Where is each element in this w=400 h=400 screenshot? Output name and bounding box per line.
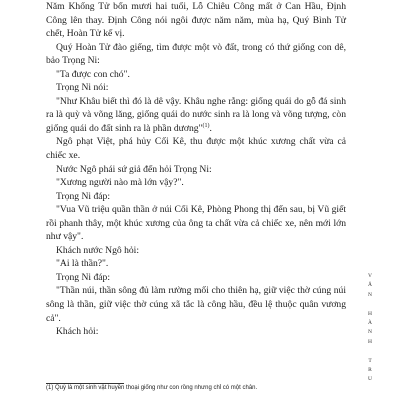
paragraph: Khách hỏi:: [56, 326, 99, 338]
side-title-letter: À: [368, 319, 372, 326]
side-title-letter: N: [368, 291, 372, 298]
paragraph: Ngô phạt Việt, phá hủy Cối Kê, thu được một khúc xương chất vừa cả chiếc xe.: [46, 136, 346, 162]
body-text: [46, 0, 346, 339]
paragraph: [46, 95, 346, 136]
side-title-letter: V: [368, 273, 372, 279]
side-title-letter: U: [368, 376, 372, 383]
side-title-letter: R: [368, 366, 372, 373]
side-title-letter: H: [368, 338, 372, 345]
side-running-title: [365, 274, 375, 387]
paragraph: Quý Hoàn Tử đào giếng, tìm được một vò đất, trong có thứ giống con dê, bảo Trọng Ni:: [46, 41, 346, 67]
paragraph: "Vua Vũ triệu quần thần ở núi Cối Kê, Phòng Phong thị đến sau, bị Vũ giết rồi phanh thây, một khúc xương của ông ta chất vừa cả chiếc xe, nên mới lớn như vậy".: [46, 204, 346, 243]
paragraph: Nước Ngô phái sứ giả đến hỏi Trọng Ni:: [56, 163, 212, 175]
side-title-letter: N: [368, 329, 372, 336]
footnote-divider: [46, 383, 124, 384]
side-title-letter: Ă: [368, 282, 372, 289]
footnote: (1) Quỳ là một sinh vật huyền thoại giống như con rồng nhưng chỉ có một chân.: [46, 385, 258, 391]
paragraph: "Ai là thần?".: [56, 258, 109, 270]
paragraph: Trọng Ni đáp:: [56, 271, 111, 283]
paragraph: Trọng Ni đáp:: [56, 190, 111, 202]
paragraph: "Thần núi, thần sông đủ làm rường mối cho thiên hạ, giữ việc thờ cúng núi sông là thần, giữ việc thờ cúng xã tắc là công hầu, đều lệ thuộc quân vương cả".: [46, 285, 346, 324]
paragraph: "Ta được con chó".: [56, 68, 130, 80]
paragraph: "Xương người nào mà lớn vậy?".: [56, 177, 184, 189]
side-title-letter: T: [368, 357, 372, 364]
side-title-letter: H: [368, 310, 372, 317]
paragraph-text: "Như Khâu biết thì đó là dê vậy. Khâu nghe rằng: giống quái do gỗ đá sinh ra là quỳ và võng lăng, giống quái do nước sinh ra là long và võng tượng, còn giống quái do đất sinh ra là phần dương": [46, 95, 346, 134]
paragraph: Trọng Ni nói:: [56, 82, 109, 94]
footnote-ref[interactable]: (1): [202, 122, 210, 129]
paragraph: Khách nước Ngô hỏi:: [56, 244, 140, 256]
paragraph-end: .: [209, 122, 212, 134]
paragraph: Năm Khổng Tử bốn mươi hai tuổi, Lỗ Chiêu Công mất ở Can Hầu, Định Công lên thay. Định Công nói ngôi được năm năm, mùa hạ, Quý Bình Tử chết, Hoàn Tử kế vị.: [46, 1, 346, 40]
